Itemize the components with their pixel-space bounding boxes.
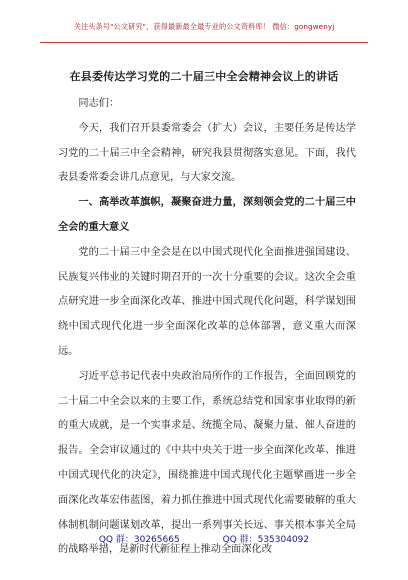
page-footer: [0, 532, 408, 545]
footer-qq-group-1: QQ 群：30265665: [98, 535, 180, 545]
footer-qq-group-2: QQ 群：535304092: [222, 535, 310, 545]
document-title: 在县委传达学习党的二十届三中全会精神会议上的讲话: [69, 70, 339, 83]
header-divider: [40, 42, 368, 43]
section-heading: 一、高举改革旗帜，凝聚奋进力量，深刻领会党的二十届三中全会的重大意义: [58, 197, 356, 233]
paragraph: 党的二十届三中全会是在以中国式现代化全面推进强国建设、民族复兴伟业的关键时期召开的一次十分重要的会议。这次全会重点研究进一步全面深化改革、推进中国式现代化问题，科学谋划围绕中国式现代化进一步全面深化改革的总体部署，意义重大而深远。: [58, 246, 356, 357]
paragraph: 习近平总书记代表中央政治局所作的工作报告，全面回顾党的二十届二中全会以来的主要工作，系统总结党和国家事业取得的新的重大成就，是一个实事求是、统揽全局、凝聚力量、催人奋进的报告。全会审议通过的《中共中央关于进一步全面深化改革、推进中国式现代化的决定》，围绕推进中国式现代化主题擘画进一步全面深化改革宏伟蓝图，着力抓住推进中国式现代化需要破解的重大体制机制问题谋划改革，提出一系列事关长远、事关根本事关全局的战略举措，是新时代新征程上推动全面深化改: [58, 370, 356, 556]
greeting: 同志们：: [78, 98, 120, 109]
paragraph: 今天，我们召开县委常委会（扩大）会议，主要任务是传达学习党的二十届三中全会精神，研究我县贯彻落实意见。下面，我代表县委常委会讲几点意见，与大家交流。: [58, 122, 356, 184]
document-body: [58, 92, 356, 563]
page-header-banner: 关注头条号"公文研究"，获得最新最全最专业的公文资料库！ 微信：gongwenyj: [73, 22, 335, 31]
